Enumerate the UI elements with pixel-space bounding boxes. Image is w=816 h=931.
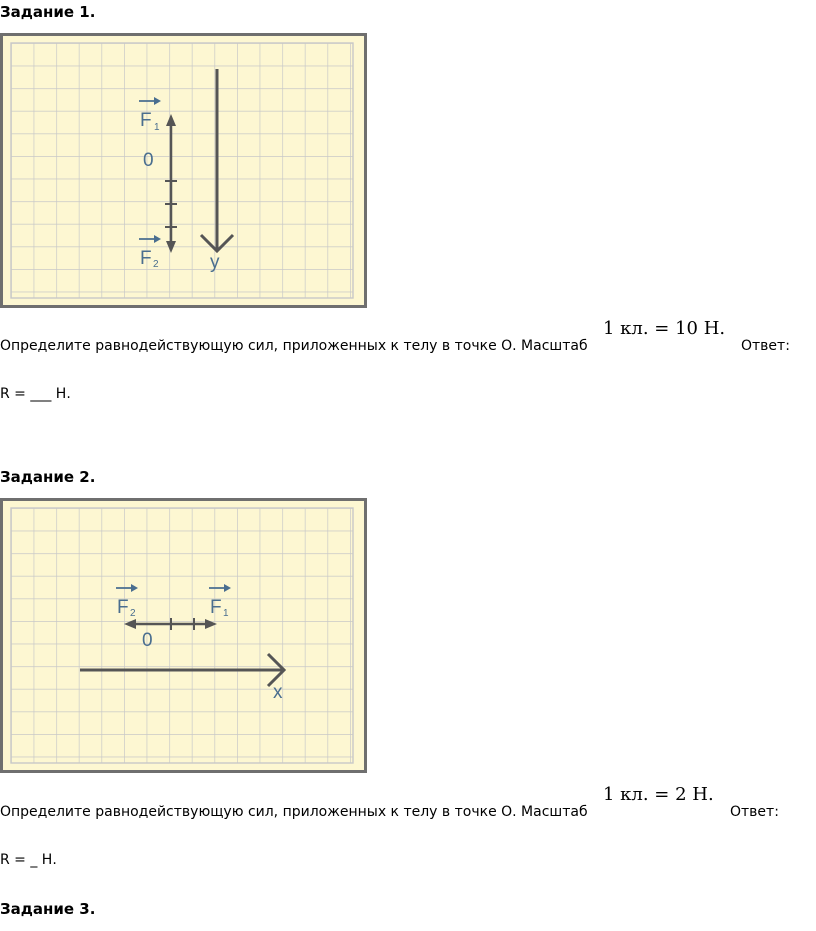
svg-text:2: 2: [130, 608, 136, 619]
y-axis-label: y: [210, 252, 220, 273]
task2-question: Определите равнодействующую сил, приложенных к телу в точке О. Масштаб: [0, 804, 588, 820]
origin-label: 0: [142, 630, 153, 651]
task3-heading: Задание 3.: [0, 900, 96, 918]
task2-heading: Задание 2.: [0, 468, 96, 486]
task1-answer-line: R = ___ Н.: [0, 386, 71, 402]
task2-answer-line: R = _ Н.: [0, 852, 57, 868]
svg-text:1: 1: [223, 608, 229, 619]
x-axis-label: x: [273, 682, 283, 703]
task2-answer-label: Ответ:: [730, 804, 779, 820]
task1-question: Определите равнодействующую сил, приложенных к телу в точке О. Масштаб: [0, 338, 588, 354]
svg-text:F: F: [117, 597, 129, 618]
grid: [11, 508, 353, 763]
task1-figure: [0, 33, 368, 309]
task2-scale: 1 кл. = 2 Н.: [603, 784, 714, 805]
svg-text:2: 2: [153, 259, 159, 270]
svg-text:F: F: [210, 597, 222, 618]
grid: [11, 43, 353, 298]
svg-text:1: 1: [154, 122, 160, 133]
task1-scale: 1 кл. = 10 Н.: [603, 318, 726, 339]
task1-answer-label: Ответ:: [741, 338, 790, 354]
svg-text:F: F: [140, 248, 152, 269]
task1-heading: Задание 1.: [0, 3, 96, 21]
origin-label: 0: [143, 150, 154, 171]
svg-text:F: F: [140, 110, 152, 131]
task2-figure: [0, 498, 368, 774]
